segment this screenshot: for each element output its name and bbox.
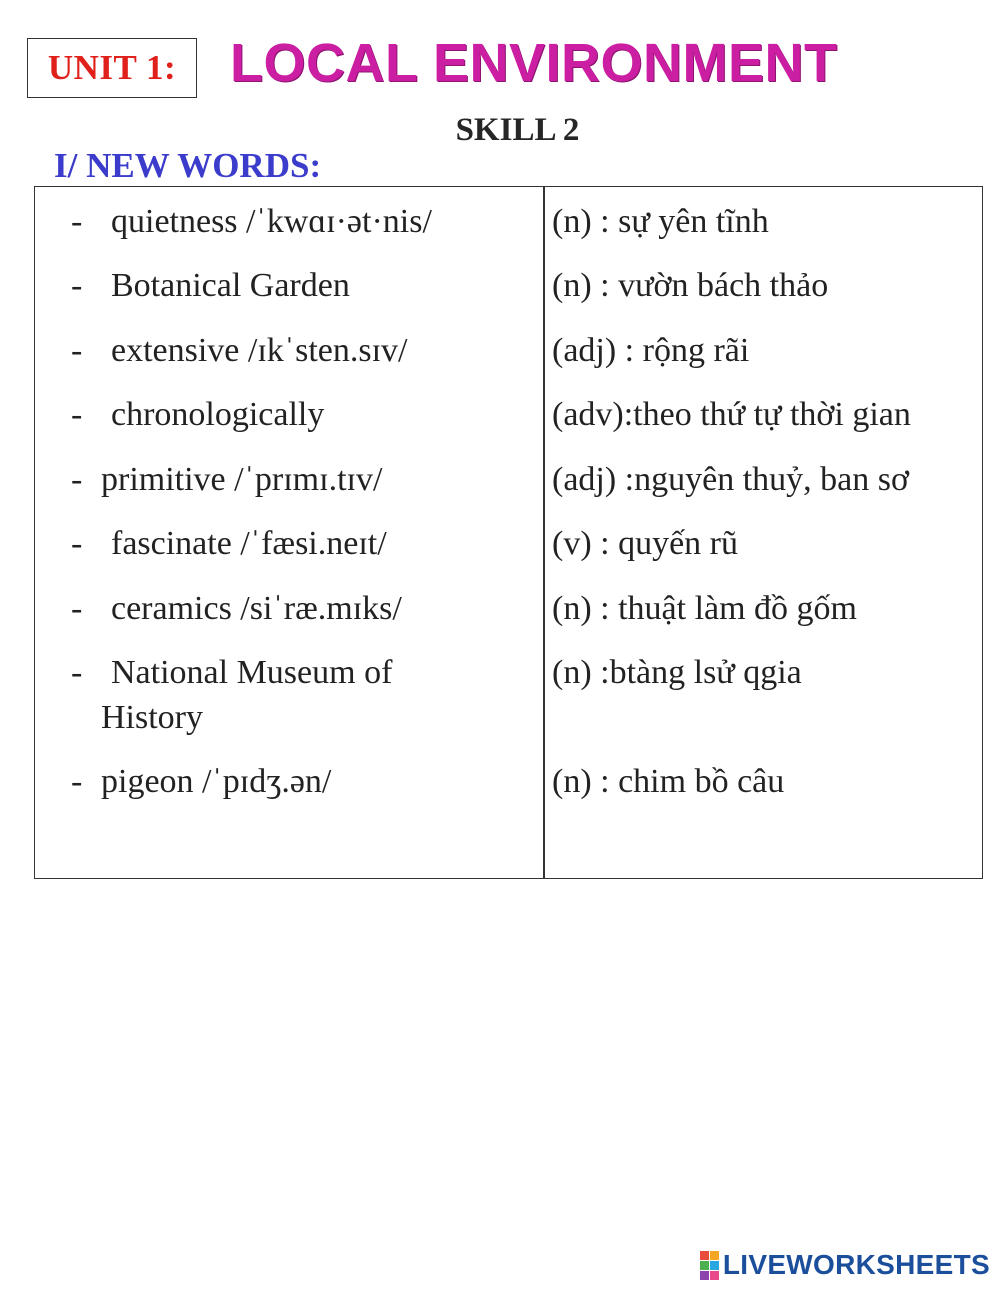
vocab-definition: (adj) :nguyên thuỷ, ban sơ xyxy=(552,461,909,498)
section-heading: I/ NEW WORDS: xyxy=(54,146,322,185)
page-title: LOCAL ENVIRONMENT xyxy=(230,33,838,93)
vocab-term-line2: History xyxy=(101,699,203,736)
vocab-definition: (n) : thuật làm đồ gốm xyxy=(552,590,858,627)
list-dash: - xyxy=(71,525,83,562)
vocab-term xyxy=(71,521,531,566)
unit-label: UNIT 1: xyxy=(47,48,177,87)
column-divider xyxy=(543,187,545,878)
list-dash: - xyxy=(71,590,83,627)
vocab-term-text: National Museum of xyxy=(111,654,393,691)
vocab-term-text: primitive /ˈprɪmɪ.tɪv/ xyxy=(101,461,383,498)
page-subtitle: SKILL 2 xyxy=(455,112,580,148)
vocab-term-text: extensive /ɪkˈsten.sɪv/ xyxy=(111,332,408,369)
vocab-definition: (adj) : rộng rãi xyxy=(552,332,750,369)
vocab-definition: (n) : vườn bách thảo xyxy=(552,267,829,304)
vocab-term xyxy=(71,263,531,308)
vocab-definition: (n) : chim bồ câu xyxy=(552,763,785,800)
vocab-term xyxy=(71,457,531,502)
liveworksheets-logo-icon xyxy=(700,1251,719,1280)
vocab-term xyxy=(71,199,531,244)
vocab-term xyxy=(71,392,531,437)
list-dash: - xyxy=(71,203,83,240)
vocab-term-text: fascinate /ˈfæsi.neɪt/ xyxy=(111,525,387,562)
list-dash: - xyxy=(71,461,83,498)
vocab-term xyxy=(71,759,531,804)
list-dash: - xyxy=(71,267,83,304)
list-dash: - xyxy=(71,654,83,691)
vocabulary-table xyxy=(34,186,983,879)
vocab-term xyxy=(71,586,531,631)
vocab-definition: (adv):theo thứ tự thời gian xyxy=(552,396,911,433)
liveworksheets-watermark xyxy=(700,1249,990,1281)
watermark-text: LIVEWORKSHEETS xyxy=(722,1249,990,1280)
vocab-term xyxy=(71,328,531,373)
vocab-definition: (n) : sự yên tĩnh xyxy=(552,203,769,240)
list-dash: - xyxy=(71,763,83,800)
vocab-term-text: pigeon /ˈpɪdʒ.ən/ xyxy=(101,763,332,800)
vocab-definition: (n) :btàng lsử qgia xyxy=(552,654,802,691)
unit-label-box xyxy=(27,38,197,98)
vocab-term-text: chronologically xyxy=(111,396,325,433)
vocab-term-text: ceramics /siˈræ.mɪks/ xyxy=(111,590,402,627)
vocab-term xyxy=(71,650,531,740)
list-dash: - xyxy=(71,396,83,433)
list-dash: - xyxy=(71,332,83,369)
vocab-definition: (v) : quyến rũ xyxy=(552,525,739,562)
vocab-term-text: quietness /ˈkwɑɪ·ət·nis/ xyxy=(111,203,432,240)
vocab-term-text: Botanical Garden xyxy=(111,267,350,304)
